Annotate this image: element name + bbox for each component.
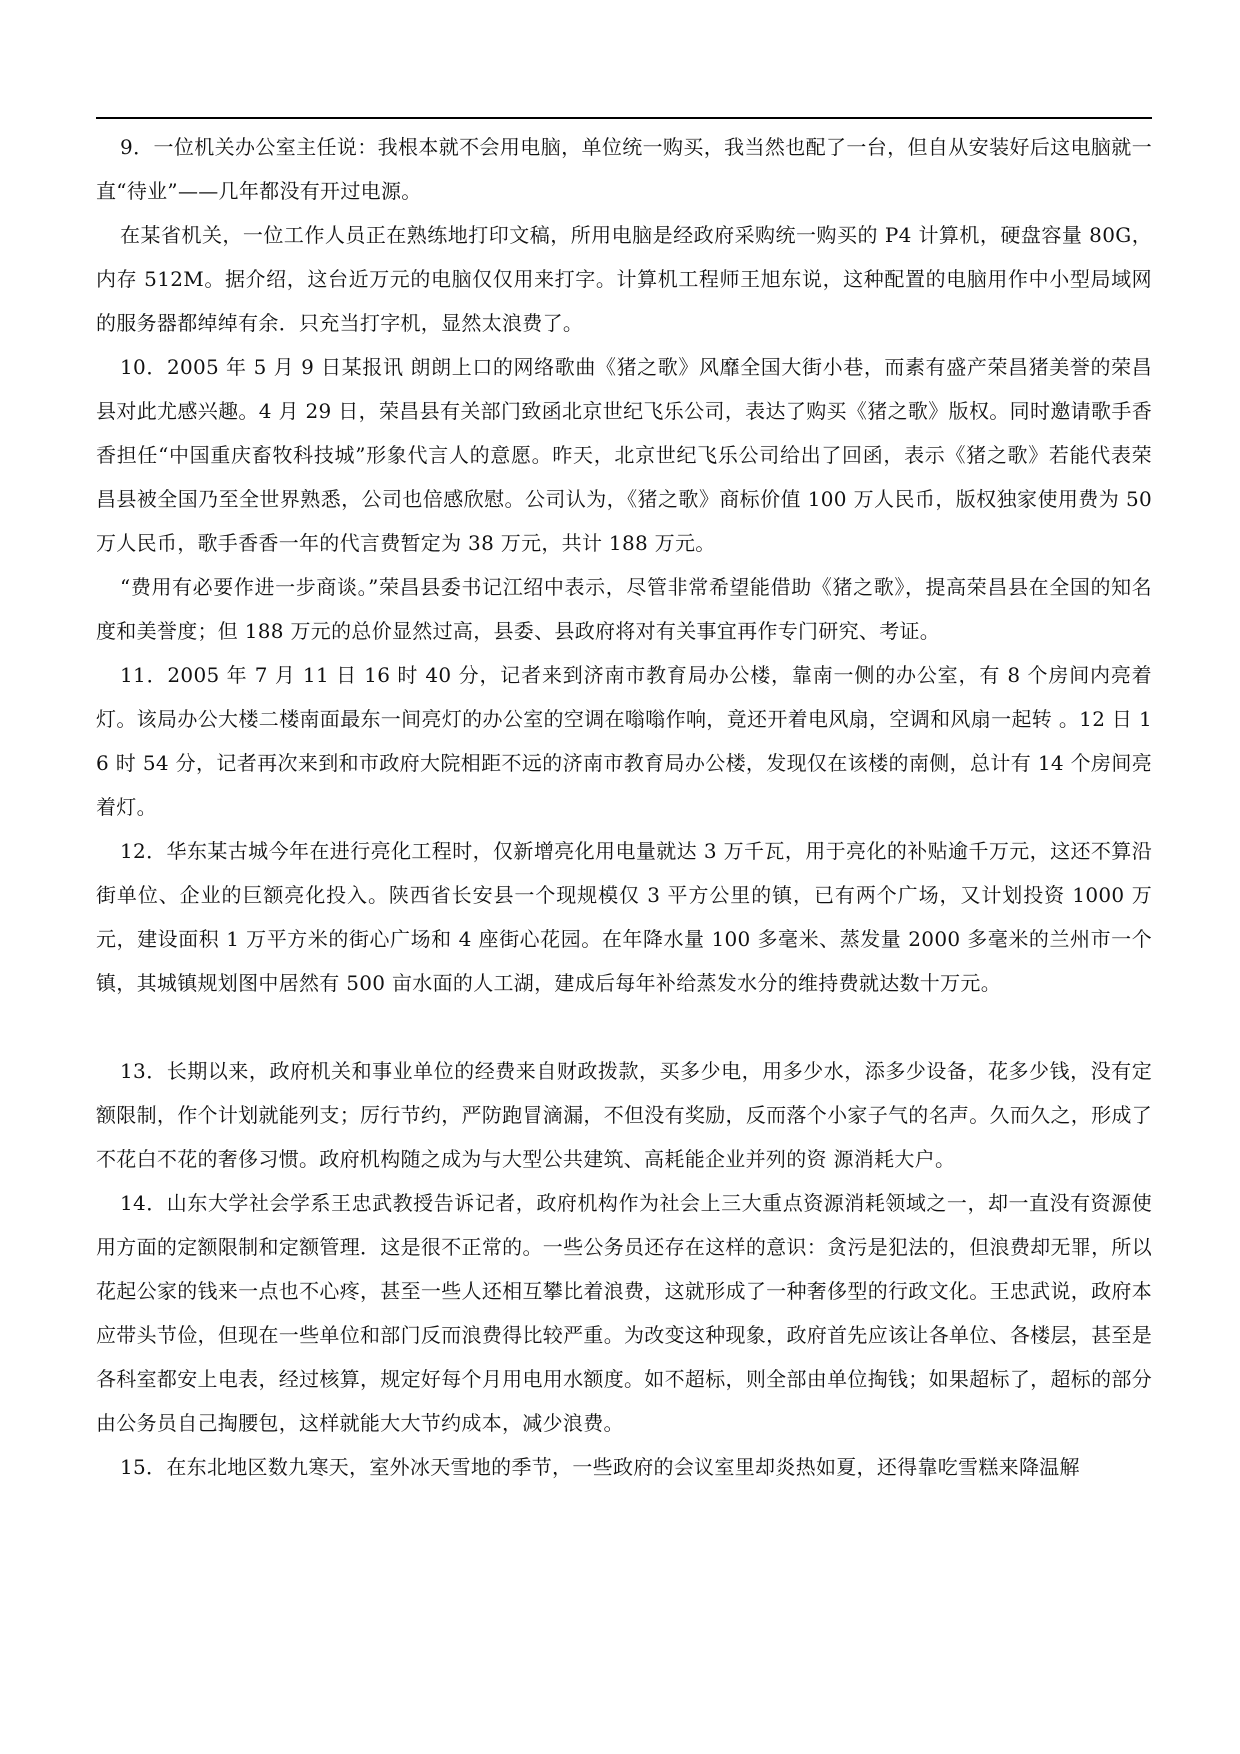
paragraph-spacer <box>96 1005 1152 1049</box>
paragraph-item-13: 13．长期以来，政府机关和事业单位的经费来自财政拨款，买多少电，用多少水，添多少设备，花多少钱，没有定额限制，作个计划就能列支；厉行节约，严防跑冒滴漏，不但没有奖励，反而落个小家子气的名声。久而久之，形成了不花白不花的奢侈习惯。政府机构随之成为与大型公共建筑、高耗能企业并列的资 源消耗大户。 <box>96 1059 1152 1171</box>
paragraph-item-10: 10．2005 年 5 月 9 日某报讯 朗朗上口的网络歌曲《猪之歌》风靡全国大街小巷，而素有盛产荣昌猪美誉的荣昌县对此尤感兴趣。4 月 29 日，荣昌县有关部门致函北京世纪飞乐公司，表达了购买《猪之歌》版权。同时邀请歌手香香担任“中国重庆畜牧科技城”形象代言人的意愿。昨天，北京世纪飞乐公司给出了回函，表示《猪之歌》若能代表荣昌县被全国乃至全世界熟悉，公司也倍感欣慰。公司认为，《猪之歌》商标价值 100 万人民币，版权独家使用费为 50 万人民币，歌手香香一年的代言费暂定为 38 万元，共计 188 万元。 <box>96 355 1152 555</box>
paragraph-item-10-detail: “费用有必要作进一步商谈。”荣昌县委书记江绍中表示，尽管非常希望能借助《猪之歌》，提高荣昌县在全国的知名度和美誉度；但 188 万元的总价显然过高，县委、县政府将对有关事宜再作专门研究、考证。 <box>96 575 1152 643</box>
paragraph-item-14: 14．山东大学社会学系王忠武教授告诉记者，政府机构作为社会上三大重点资源消耗领域之一，却一直没有资源使用方面的定额限制和定额管理．这是很不正常的。一些公务员还存在这样的意识：贪污是犯法的，但浪费却无罪，所以花起公家的钱来一点也不心疼，甚至一些人还相互攀比着浪费，这就形成了一种奢侈型的行政文化。王忠武说，政府本应带头节俭，但现在一些单位和部门反而浪费得比较严重。为改变这种现象，政府首先应该让各单位、各楼层，甚至是各科室都安上电表，经过核算，规定好每个月用电用水额度。如不超标，则全部由单位掏钱；如果超标了，超标的部分由公务员自己掏腰包，这样就能大大节约成本，减少浪费。 <box>96 1191 1152 1435</box>
paragraph-item-12: 12．华东某古城今年在进行亮化工程时，仅新增亮化用电量就达 3 万千瓦，用于亮化的补贴逾千万元，这还不算沿街单位、企业的巨额亮化投入。陕西省长安县一个现规模仅 3 平方公里的镇，已有两个广场，又计划投资 1000 万元，建设面积 1 万平方米的街心广场和 4 座街心花园。在年降水量 100 多毫米、蒸发量 2000 多毫米的兰州市一个镇，其城镇规划图中居然有 500 亩水面的人工湖，建成后每年补给蒸发水分的维持费就达数十万元。 <box>96 839 1152 995</box>
paragraph-item-9: 9．一位机关办公室主任说：我根本就不会用电脑，单位统一购买，我当然也配了一台，但自从安装好后这电脑就一直“待业”——几年都没有开过电源。 <box>96 135 1152 203</box>
paragraph-item-15: 15．在东北地区数九寒天，室外冰天雪地的季节，一些政府的会议室里却炎热如夏，还得靠吃雪糕来降温解 <box>120 1455 1080 1479</box>
header-rule <box>96 117 1152 119</box>
paragraph-item-9-detail: 在某省机关，一位工作人员正在熟练地打印文稿，所用电脑是经政府采购统一购买的 P4 计算机，硬盘容量 80G，内存 512M。据介绍，这台近万元的电脑仅仅用来打字。计算机工程师王旭东说，这种配置的电脑用作中小型局域网的服务器都绰绰有余．只充当打字机，显然太浪费了。 <box>96 223 1152 335</box>
document-body <box>96 125 1152 1489</box>
paragraph-item-11: 11．2005 年 7 月 11 日 16 时 40 分，记者来到济南市教育局办公楼，靠南一侧的办公室，有 8 个房间内亮着灯。该局办公大楼二楼南面最东一间亮灯的办公室的空调在嗡嗡作响，竟还开着电风扇，空调和风扇一起转 。12 日 16 时 54 分，记者再次来到和市政府大院相距不远的济南市教育局办公楼，发现仅在该楼的南侧，总计有 14 个房间亮着灯。 <box>96 663 1152 819</box>
